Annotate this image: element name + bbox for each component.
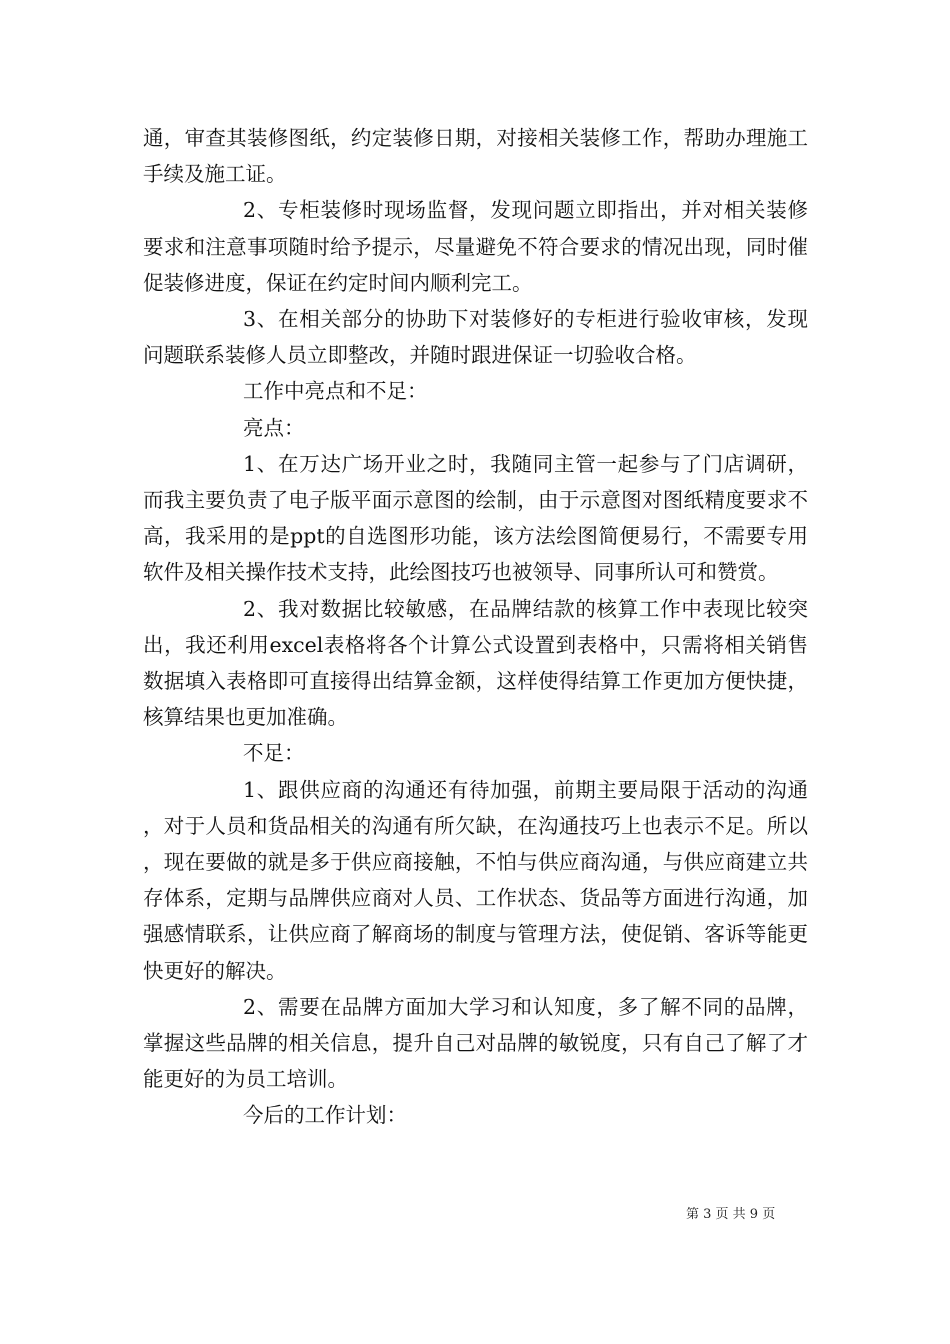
subheading-shortcomings: 不足： [243, 741, 305, 766]
page-number-footer: 第 3 页 共 9 页 [686, 1207, 776, 1222]
paragraph-2: 2、专柜装修时现场监督，发现问题立即指出，并对相关装修要求和注意事项随时给予提示，尽量避免不符合要求的情况出现，同时催促装修进度，保证在约定时间内顺利完工。 [143, 198, 808, 295]
paragraph-3: 3、在相关部分的协助下对装修好的专柜进行验收审核，发现问题联系装修人员立即整改，并随时跟进保证一切验收合格。 [143, 307, 808, 368]
paragraph-highlight-2: 2、我对数据比较敏感，在品牌结款的核算工作中表现比较突出，我还利用excel表格将各个计算公式设置到表格中，只需将相关销售数据填入表格即可直接得出结算金额，这样使得结算工作更加方便快捷，核算结果也更加准确。 [143, 596, 808, 730]
paragraph-highlight-1: 1、在万达广场开业之时，我随同主管一起参与了门店调研，而我主要负责了电子版平面示意图的绘制，由于示意图对图纸精度要求不高，我采用的是ppt的自选图形功能，该方法绘图简便易行，不需要专用软件及相关操作技术支持，此绘图技巧也被领导、同事所认可和赞赏。 [143, 451, 808, 585]
paragraph-shortcoming-2: 2、需要在品牌方面加大学习和认知度，多了解不同的品牌，掌握这些品牌的相关信息，提升自己对品牌的敏锐度，只有自己了解了才能更好的为员工培训。 [143, 994, 808, 1092]
body-text [143, 120, 808, 1134]
section-heading-future-plan: 今后的工作计划： [243, 1103, 407, 1128]
section-heading-highlights-and-shortcomings: 工作中亮点和不足： [243, 379, 428, 404]
subheading-highlights: 亮点： [243, 415, 305, 440]
paragraph-1: 通，审查其装修图纸，约定装修日期，对接相关装修工作，帮助办理施工手续及施工证。 [143, 126, 808, 187]
paragraph-shortcoming-1: 1、跟供应商的沟通还有待加强，前期主要局限于活动的沟通，对于人员和货品相关的沟通有所欠缺，在沟通技巧上也表示不足。所以，现在要做的就是多于供应商接触，不怕与供应商沟通，与供应商建立共存体系，定期与品牌供应商对人员、工作状态、货品等方面进行沟通，加强感情联系，让供应商了解商场的制度与管理方法，使促销、客诉等能更快更好的解决。 [143, 777, 808, 983]
